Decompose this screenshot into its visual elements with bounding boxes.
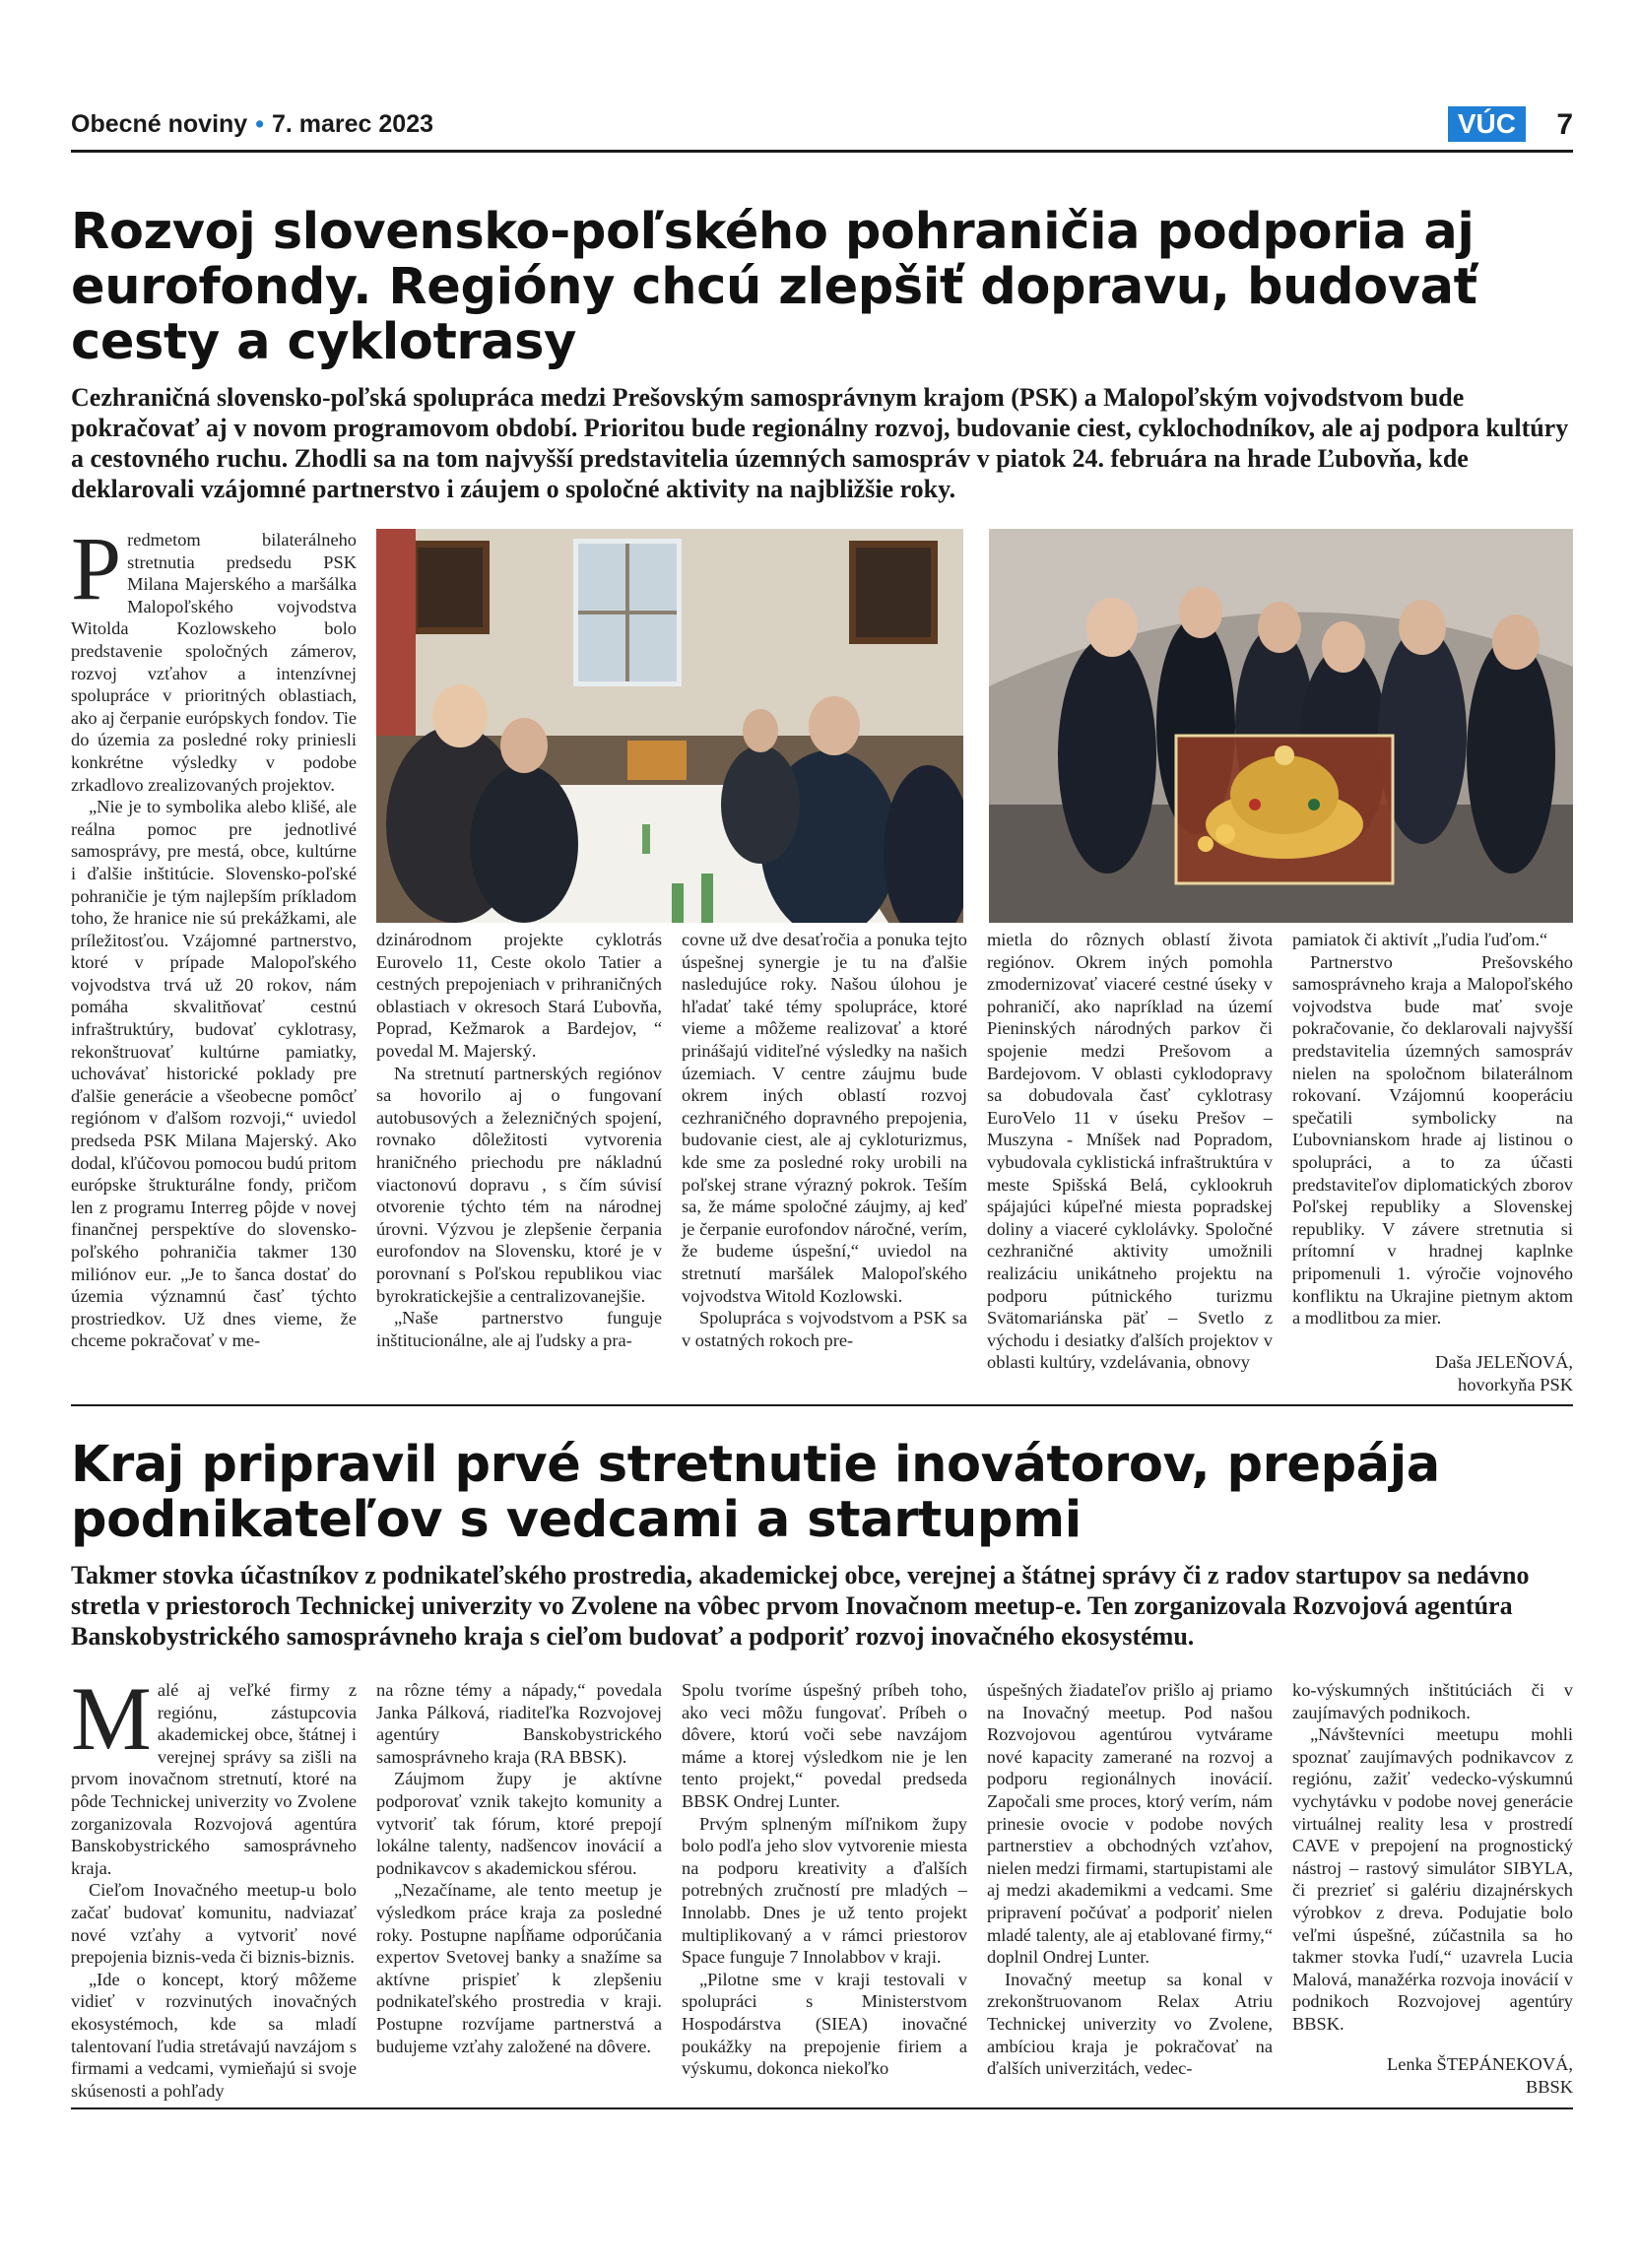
article1-signature [1292,1351,1573,1395]
article1-paragraph: Partnerstvo Prešovského samosprávneho kraja a Malopoľského vojvodstva bude mať svoje pokračovanie, čo deklarovali najvyšší predstavitelia územných samospráv nielen na spoločnom bilaterálnom rokovaní. Vzájomnú kooperáciu spečatili symbolicky na Ľubovnianskom hrade aj listinou o spolupráci, a to za účasti predstaviteľov diplomatických zborov Poľskej republiky a Slovenskej republiky. V závere stretnutia si prítomní v hradnej kaplnke pripomenuli 1. výročie vojnového konfliktu na Ukrajine pietnym aktom a modlitbou za mier. [1292,951,1573,1328]
article2-headline: Kraj pripravil prvé stretnutie inovátorov, prepája podnikateľov s vedcami a startupmi [71,1436,1440,1549]
bottom-rule [71,2107,1573,2109]
article2-signature [1292,2053,1573,2098]
article1-dropcap: P [71,518,122,618]
article2-column-5 [1292,1679,1573,2036]
article2-paragraph: Spolu tvoríme úspešný príbeh toho, ako veci môžu fungovať. Príbeh o dôvere, ktorú voči sebe navzájom máme a ktorej výsledkom nie je len tento projekt,“ povedal predseda BBSK Ondrej Lunter. [682,1680,967,1811]
article2-paragraph: „Pilotne sme v kraji testovali v spolupráci s Ministerstvom Hospodárstva (SIEA) inovačné poukážky na prepojenie firiem a výskumu, dokonca niekoľko [682,1969,967,2079]
article1-paragraph: dzinárodnom projekte cyklotrás Eurovelo 11, Ceste okolo Tatier a cestných prepojeniach v prihraničných oblastiach v okresoch Stará Ľubovňa, Poprad, Kežmarok a Bardejov, “ povedal M. Majerský. [376,930,662,1061]
article2-column-3 [682,1679,967,2080]
author-role: BBSK [1525,2076,1573,2097]
article2-paragraph: Záujmom župy je aktívne podporovať vznik takejto komunity a vytvoriť tak fórum, ktoré prepojí lokálne talenty, nadšencov inovácií a podnikavcov s akademickou sférou. [376,1769,662,1878]
issue-date: 7. marec 2023 [271,110,434,138]
article1-column-4 [987,929,1273,1374]
article1-paragraph: pamiatok či aktivít „ľudia ľuďom.“ [1292,930,1548,949]
author-role: hovorkyňa PSK [1458,1374,1573,1394]
article2-column-1 [71,1668,357,2102]
article-divider [71,1404,1573,1406]
author-name: Daša JELEŇOVÁ, [1435,1352,1573,1372]
article2-paragraph: Prvým splneným míľnikom župy bolo podľa jeho slov vytvorenie miesta na podporu kreativity a ďalších potrebných zručností pre mladých – Innolabb. Dnes je už tento projekt multiplikovaný a v rámci priestorov Space funguje 7 Innolabbov v kraji. [682,1813,967,1968]
article1-paragraph: „Nie je to symbolika alebo klišé, ale reálna pomoc pre jednotlivé samosprávy, pre mestá, obce, kultúrne i ďalšie inštitúcie. Slovensko-poľské pohraničie je tým najlepším príkladom toho, že hranice nie sú prekážkami, ale príležitosťou. Vzájomné partnerstvo, ktoré v prípade Malopoľského vojvodstva trvá už 20 rokov, nám pomáha skvalitňovať cestnú infraštruktúry, budovať cyklotrasy, rekonštruovať kultúrne pamiatky, uchovávať historické poklady pre ďalšie generácie a všeobecne pomôcť regiónom v ďalšom rozvoji,“ uviedol predseda PSK Milana Majerský. Ako dodal, kľúčovou pomocou budú pritom európske štrukturálne fondy, pričom len z programu Interreg pôjde v novej finančnej perspektíve do slovensko-poľského pohraničia takmer 130 miliónov eur. „Je to šanca dostať do územia významnú časť týchto prostriedkov. Už dnes vieme, že chceme pokračovať v me- [71,797,357,1351]
article1-column-5 [1292,929,1573,1329]
article1-paragraph: „Naše partnerstvo funguje inštitucionálne, ale aj ľudsky a pra- [376,1308,662,1350]
separator-dot: • [255,110,264,138]
section-badge: VÚC [1448,106,1526,142]
article1-paragraph: covne už dve desaťročia a ponuka tejto úspešnej synergie je tu na ďalšie nasledujúce roky. Našou úlohou je hľadať také témy spolupráce, ktoré vieme a môžeme realizovať a ktoré prinášajú viditeľné výsledky na našich územiach. V centre záujmu bude okrem iných oblastí rozvoj cezhraničného dopravného prepojenia, budovanie ciest, ale aj cykloturizmus, kde sme za posledné roky urobili na poľskej strane výrazný pokrok. Teším sa, že máme spoločné záujmy, aj keď je čerpanie eurofondov náročné, verím, že budeme úspešní,“ uviedol na stretnutí maršálek Malopoľského vojvodstva Witold Kozlowski. [682,930,967,1306]
header-rule [71,150,1573,153]
article1-paragraph: mietla do rôznych oblastí života regiónov. Okrem iných pomohla zmodernizovať viaceré cestné úseky v pohraničí, ako napríklad na území Pieninských národných parkov či spojenie medzi Prešovom a Bardejovom. V oblasti cyklodopravy sa dobudovala časť cyklotrasy EuroVelo 11 v úseku Prešov – Muszyna - Mníšek nad Popradom, vybudovala cyklistická infraštruktúra v meste Spišská Belá, cyklookruh spájajúci kúpeľné miesta popradskej doliny a viaceré cyklolávky. Spoločné cezhraničné aktivity umožnili realizáciu unikátneho projektu na podporu pútnického turizmu Svätomariánska päť – Svetlo z východu i desiatky ďalších projektov v oblasti kultúry, vzdelávania, obnovy [987,930,1273,1373]
article2-paragraph: Inovačný meetup sa konal v zrekonštruovanom Relax Atriu Technickej univerzity vo Zvolene, ambíciou kraja je pokračovať na ďalších univerzitách, vedec- [987,1969,1273,2079]
article2-paragraph: „Ide o koncept, ktorý môžeme vidieť v rozvinutých inovačných ekosystémoch, kde sa mladí talentovaní ľudia stretávajú navzájom s firmami a vedcami, vymieňajú si svoje skúsenosti a pohľady [71,1969,357,2101]
article2-column-4 [987,1679,1273,2080]
article2-lead: Takmer stovka účastníkov z podnikateľského prostredia, akademickej obce, verejnej a štátnej správy či z radov startupov sa nedávno stretla v priestoroch Technickej univerzity vo Zvolene na vôbec prvom Inovačnom meetup-e. Ten zorganizovala Rozvojová agentúra Banskobystrického samosprávneho kraja s cieľom budovať a podporiť rozvoj inovačného ekosystému. [71,1561,1530,1651]
article1-paragraph: Na stretnutí partnerských regiónov sa hovorilo aj o fungovaní autobusových a železničných spojení, rovnako dôležitosti vytvorenia hraničného priechodu pre nákladnú viactonovú dopravu , s čím súvisí otvorenie týchto tém na národnej úrovni. Výzvou je zlepšenie čerpania eurofondov na Slovensku, ktoré je v porovnaní s Poľskou republikou viac byrokratickejšie a centralizovanejšie. [376,1063,662,1306]
publication-name: Obecné noviny [71,110,248,138]
article1-paragraph: Spolupráca s vojvodstvom a PSK sa v ostatných rokoch pre- [682,1308,967,1350]
article2-column-2 [376,1679,662,2057]
article1-paragraph: redmetom bilaterálneho stretnutia predsedu PSK Milana Majerského a maršálka Malopoľského vojvodstva Witolda Kozlowskeho bolo predstavenie spoločných zámerov, rozvoj vzťahov a intenzívnej spolupráce v prioritných oblastiach, ako aj čerpanie európskych fondov. Tie do územia za posledné roky priniesli konkrétne výsledky v podobe zrkadlovo zrealizovaných projektov. [71,530,357,795]
article2-paragraph: „Návštevníci meetupu mohli spoznať zaujímavých podnikavcov z regiónu, zažiť vedecko-výskumnú vychytávku v podobe novej generácie virtuálnej reality lesa v prostredí CAVE v prepojení na prognostický nástroj – rastový simulátor SIBYLA, či prezrieť si galériu dizajnérskych výrobkov z dreva. Podujatie bolo veľmi úspešné, zúčastnila sa ho takmer stovka ľudí,“ uzavrela Lucia Malová, manažérka rozvoja inovácií v podnikoch Rozvojovej agentúry BBSK. [1292,1724,1573,2034]
article2-paragraph: na rôzne témy a nápady,“ povedala Janka Pálková, riaditeľka Rozvojovej agentúry Banskobystrického samosprávneho kraja (RA BBSK). [376,1680,662,1767]
page-number: 7 [1556,108,1573,141]
article2-paragraph: alé aj veľké firmy z regiónu, zástupcovia akademickej obce, štátnej i verejnej správy sa zišli na prvom inovačnom stretnutí, ktoré na pôde Technickej univerzity vo Zvolene zorganizovala Rozvojová agentúra Banskobystrického samosprávneho kraja. [71,1680,357,1878]
meeting-photo [376,529,963,923]
article2-paragraph: „Nezačíname, ale tento meetup je výsledkom práce kraja za posledné roky. Postupne napĺňame odporúčania expertov Svetovej banky a snažíme sa aktívne prispieť k zlepšeniu podnikateľského prostredia v kraji. Postupne rozvíjame partnerstvá a budujeme vzťahy založené na dôvere. [376,1880,662,2056]
article1-column-2 [376,929,662,1351]
article1-column-3 [682,929,967,1351]
author-name: Lenka ŠTEPÁNEKOVÁ, [1387,2054,1573,2074]
page-header [71,106,1573,146]
article1-column-1 [71,518,357,1352]
crown-photo-image [989,529,1573,923]
meeting-photo-image [376,529,963,923]
crown-photo [989,529,1573,923]
article2-paragraph: úspešných žiadateľov prišlo aj priamo na Inovačný meetup. Pod našou Rozvojovou agentúrou vytvárame nové kapacity zamerané na rozvoj a podporu regionálnych inovácií. Započali sme proces, ktorý verím, nám prinesie ovocie v podobe nových partnerstiev a obchodných vzťahov, nielen medzi firmami, startupistami ale aj medzi akademikmi a vedcami. Sme pripravení počúvať a podporiť nielen mladé talenty, ale aj etablované firmy,“ doplnil Ondrej Lunter. [987,1680,1273,1968]
article2-paragraph: ko-výskumných inštitúciách či v zaujímavých podnikoch. [1292,1680,1573,1722]
article1-lead: Cezhraničná slovensko-poľská spolupráca medzi Prešovským samosprávnym krajom (PSK) a Malopoľským vojvodstvom bude pokračovať aj v novom programovom období. Prioritou bude regionálny rozvoj, budovanie ciest, cyklochodníkov, ale aj podpora kultúry a cestovného ruchu. Zhodli sa na tom najvyšší predstavitelia územných samospráv v piatok 24. februára na hrade Ľubovňa, kde deklarovali vzájomné partnerstvo i záujem o spoločné aktivity na najbližšie roky. [71,383,1569,503]
article1-headline: Rozvoj slovensko-poľského pohraničia podporia aj eurofondy. Regióny chcú zlepšiť dopravu, budovať cesty a cyklotrasy [71,203,1477,371]
article2-paragraph: Cieľom Inovačného meetup-u bolo začať budovať komunitu, nadviazať nové vzťahy a vytvoriť nové prepojenia biznis-veda či biznis-biznis. [71,1880,357,1968]
masthead [71,110,433,139]
article2-dropcap: M [71,1668,152,1769]
